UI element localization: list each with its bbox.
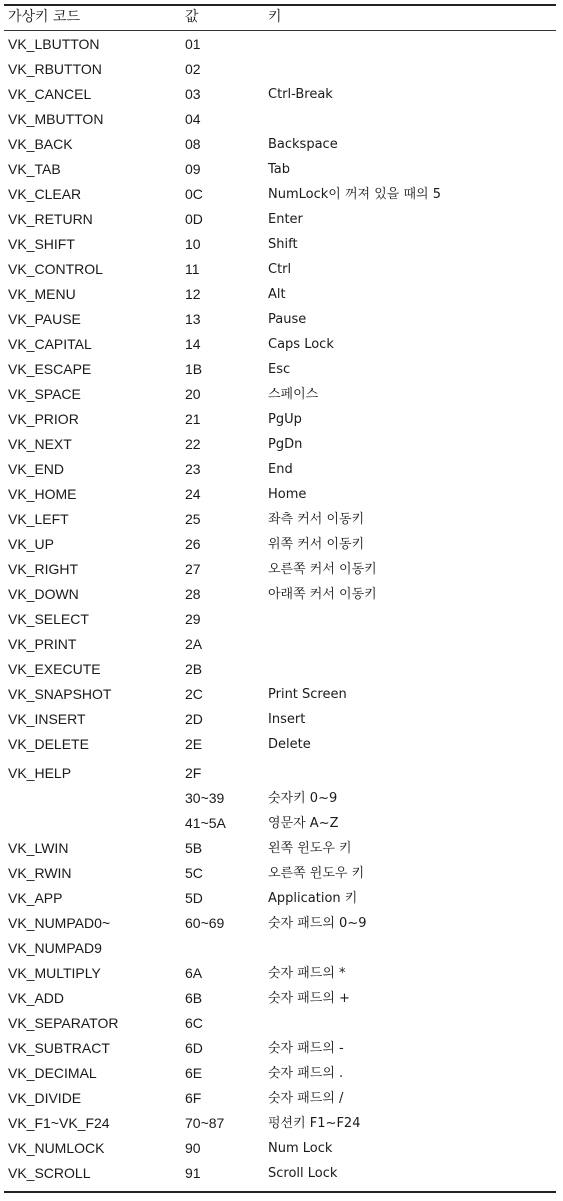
cell-value: 1B xyxy=(185,361,203,377)
cell-value: 28 xyxy=(185,586,201,602)
cell-value: 2E xyxy=(185,736,203,752)
cell-value: 2F xyxy=(185,765,202,781)
cell-key: Num Lock xyxy=(268,1141,333,1156)
cell-key: 오른쪽 커서 이동키 xyxy=(268,562,377,577)
cell-code: VK_NUMPAD0~ xyxy=(8,915,111,931)
cell-code: VK_END xyxy=(8,461,65,477)
cell-code: VK_DOWN xyxy=(8,586,79,602)
cell-code: VK_DIVIDE xyxy=(8,1090,82,1106)
cell-code: VK_LWIN xyxy=(8,840,69,856)
table-row xyxy=(0,557,563,582)
cell-code: VK_SCROLL xyxy=(8,1165,91,1181)
table-row xyxy=(0,707,563,732)
cell-value: 6E xyxy=(185,1065,203,1081)
cell-code: VK_TAB xyxy=(8,161,61,177)
table-row xyxy=(0,382,563,407)
table-row xyxy=(0,1036,563,1061)
header-value: 값 xyxy=(185,9,199,25)
table-row xyxy=(0,357,563,382)
cell-code: VK_NUMLOCK xyxy=(8,1140,105,1156)
cell-key: End xyxy=(268,462,293,477)
cell-key: 위쪽 커서 이동키 xyxy=(268,537,365,552)
cell-value: 14 xyxy=(185,336,201,352)
cell-key: 스페이스 xyxy=(268,387,319,402)
table-row xyxy=(0,986,563,1011)
cell-value: 24 xyxy=(185,486,201,502)
cell-key: 좌측 커서 이동키 xyxy=(268,512,365,527)
cell-key: Ctrl xyxy=(268,262,292,277)
table-row xyxy=(0,107,563,132)
table-row xyxy=(0,761,563,786)
cell-code: VK_RBUTTON xyxy=(8,61,102,77)
cell-code: VK_DELETE xyxy=(8,736,89,752)
table-row xyxy=(0,1086,563,1111)
table-row xyxy=(0,1161,563,1186)
table-row xyxy=(0,961,563,986)
cell-value: 6C xyxy=(185,1015,203,1031)
cell-code: VK_CONTROL xyxy=(8,261,103,277)
cell-code: VK_SELECT xyxy=(8,611,89,627)
cell-value: 04 xyxy=(185,111,201,127)
cell-value: 91 xyxy=(185,1165,201,1181)
table-row xyxy=(0,682,563,707)
cell-value: 60~69 xyxy=(185,915,225,931)
cell-value: 21 xyxy=(185,411,201,427)
table-row xyxy=(0,732,563,757)
cell-key: 숫자키 0~9 xyxy=(268,791,338,806)
cell-key: PgUp xyxy=(268,412,302,427)
table-row xyxy=(0,1111,563,1136)
cell-value: 5B xyxy=(185,840,203,856)
cell-value: 01 xyxy=(185,36,201,52)
cell-code: VK_SNAPSHOT xyxy=(8,686,112,702)
cell-value: 03 xyxy=(185,86,201,102)
cell-key: 왼쪽 윈도우 키 xyxy=(268,841,352,856)
cell-code: VK_CLEAR xyxy=(8,186,82,202)
cell-key: Esc xyxy=(268,362,291,377)
cell-key: Print Screen xyxy=(268,687,347,702)
cell-value: 13 xyxy=(185,311,201,327)
cell-value: 26 xyxy=(185,536,201,552)
cell-key: 숫자 패드의 + xyxy=(268,991,350,1006)
table-row xyxy=(0,1061,563,1086)
cell-value: 0C xyxy=(185,186,203,202)
cell-code: VK_MULTIPLY xyxy=(8,965,101,981)
table-row xyxy=(0,57,563,82)
cell-key: 숫자 패드의 / xyxy=(268,1091,344,1106)
cell-code: VK_HELP xyxy=(8,765,72,781)
cell-key: Pause xyxy=(268,312,307,327)
cell-code: VK_SPACE xyxy=(8,386,81,402)
cell-code: VK_ADD xyxy=(8,990,65,1006)
table-row xyxy=(0,632,563,657)
cell-code: VK_RIGHT xyxy=(8,561,79,577)
cell-key: Backspace xyxy=(268,137,338,152)
cell-key: NumLock이 꺼져 있을 때의 5 xyxy=(268,187,441,202)
cell-value: 02 xyxy=(185,61,201,77)
cell-code: VK_DECIMAL xyxy=(8,1065,97,1081)
cell-code: VK_SEPARATOR xyxy=(8,1015,119,1031)
cell-code: VK_SHIFT xyxy=(8,236,75,252)
cell-key: Scroll Lock xyxy=(268,1166,338,1181)
cell-key: Alt xyxy=(268,287,286,302)
cell-value: 29 xyxy=(185,611,201,627)
table-row xyxy=(0,861,563,886)
table-row xyxy=(0,836,563,861)
cell-value: 30~39 xyxy=(185,790,225,806)
table-row xyxy=(0,407,563,432)
cell-value: 6D xyxy=(185,1040,203,1056)
cell-code: VK_UP xyxy=(8,536,54,552)
cell-value: 2B xyxy=(185,661,203,677)
cell-code: VK_LEFT xyxy=(8,511,69,527)
cell-key: Insert xyxy=(268,712,306,727)
table-row xyxy=(0,1136,563,1161)
cell-code: VK_RETURN xyxy=(8,211,93,227)
cell-key: 펑션키 F1~F24 xyxy=(268,1116,361,1131)
cell-key: 숫자 패드의 * xyxy=(268,966,346,981)
table-row xyxy=(0,157,563,182)
cell-value: 08 xyxy=(185,136,201,152)
cell-value: 12 xyxy=(185,286,201,302)
cell-value: 41~5A xyxy=(185,815,226,831)
cell-key: PgDn xyxy=(268,437,303,452)
table-row xyxy=(0,507,563,532)
cell-value: 11 xyxy=(185,261,200,277)
table-row xyxy=(0,182,563,207)
cell-key: Shift xyxy=(268,237,298,252)
cell-key: Caps Lock xyxy=(268,337,334,352)
table-row xyxy=(0,257,563,282)
cell-code: VK_HOME xyxy=(8,486,77,502)
cell-value: 09 xyxy=(185,161,201,177)
table-row xyxy=(0,332,563,357)
cell-code: VK_LBUTTON xyxy=(8,36,100,52)
cell-value: 23 xyxy=(185,461,201,477)
table-row xyxy=(0,457,563,482)
table-row xyxy=(0,432,563,457)
table-row xyxy=(0,282,563,307)
cell-key: 영문자 A~Z xyxy=(268,816,339,831)
cell-key: Ctrl-Break xyxy=(268,87,333,102)
cell-code: VK_CANCEL xyxy=(8,86,92,102)
cell-key: 오른쪽 윈도우 키 xyxy=(268,866,365,881)
cell-code: VK_PRIOR xyxy=(8,411,79,427)
table-row xyxy=(0,482,563,507)
table-row xyxy=(0,657,563,682)
table-row xyxy=(0,132,563,157)
cell-value: 2A xyxy=(185,636,203,652)
cell-code: VK_NUMPAD9 xyxy=(8,940,102,956)
table-row xyxy=(0,232,563,257)
table-row xyxy=(0,786,563,811)
table-bottom-rule xyxy=(4,1191,556,1193)
table-row xyxy=(0,936,563,961)
table-row xyxy=(0,582,563,607)
cell-value: 5C xyxy=(185,865,203,881)
cell-value: 0D xyxy=(185,211,203,227)
table-row xyxy=(0,1011,563,1036)
cell-key: Application 키 xyxy=(268,891,358,906)
cell-key: Tab xyxy=(268,162,291,177)
cell-code: VK_APP xyxy=(8,890,63,906)
table-row xyxy=(0,911,563,936)
table-body xyxy=(0,32,563,1186)
cell-code: VK_INSERT xyxy=(8,711,86,727)
cell-code: VK_NEXT xyxy=(8,436,72,452)
cell-code: VK_MBUTTON xyxy=(8,111,104,127)
table-row xyxy=(0,886,563,911)
table-row xyxy=(0,532,563,557)
cell-code: VK_SUBTRACT xyxy=(8,1040,110,1056)
table-row xyxy=(0,32,563,57)
cell-code: VK_CAPITAL xyxy=(8,336,92,352)
cell-code: VK_BACK xyxy=(8,136,73,152)
cell-value: 25 xyxy=(185,511,201,527)
cell-key: 숫자 패드의 . xyxy=(268,1066,344,1081)
cell-key: Enter xyxy=(268,212,303,227)
table-header-rule xyxy=(4,30,556,31)
table-row xyxy=(0,82,563,107)
cell-code: VK_MENU xyxy=(8,286,76,302)
table-row xyxy=(0,307,563,332)
cell-value: 2D xyxy=(185,711,203,727)
cell-value: 6F xyxy=(185,1090,202,1106)
cell-code: VK_PAUSE xyxy=(8,311,81,327)
header-virtual-key-code: 가상키 코드 xyxy=(8,9,81,25)
cell-key: Home xyxy=(268,487,307,502)
cell-code: VK_ESCAPE xyxy=(8,361,92,377)
cell-key: Delete xyxy=(268,737,311,752)
header-key: 키 xyxy=(268,9,282,25)
cell-key: 아래쪽 커서 이동키 xyxy=(268,587,377,602)
cell-code: VK_PRINT xyxy=(8,636,77,652)
table-row xyxy=(0,811,563,836)
cell-key: 숫자 패드의 0~9 xyxy=(268,916,367,931)
table-row xyxy=(0,607,563,632)
cell-key: 숫자 패드의 - xyxy=(268,1041,344,1056)
cell-code: VK_F1~VK_F24 xyxy=(8,1115,110,1131)
cell-value: 6B xyxy=(185,990,203,1006)
cell-value: 90 xyxy=(185,1140,201,1156)
cell-value: 10 xyxy=(185,236,201,252)
cell-code: VK_EXECUTE xyxy=(8,661,101,677)
cell-value: 5D xyxy=(185,890,203,906)
cell-code: VK_RWIN xyxy=(8,865,72,881)
table-row xyxy=(0,207,563,232)
cell-value: 22 xyxy=(185,436,201,452)
cell-value: 2C xyxy=(185,686,203,702)
cell-value: 6A xyxy=(185,965,203,981)
cell-value: 20 xyxy=(185,386,201,402)
cell-value: 27 xyxy=(185,561,201,577)
cell-value: 70~87 xyxy=(185,1115,225,1131)
